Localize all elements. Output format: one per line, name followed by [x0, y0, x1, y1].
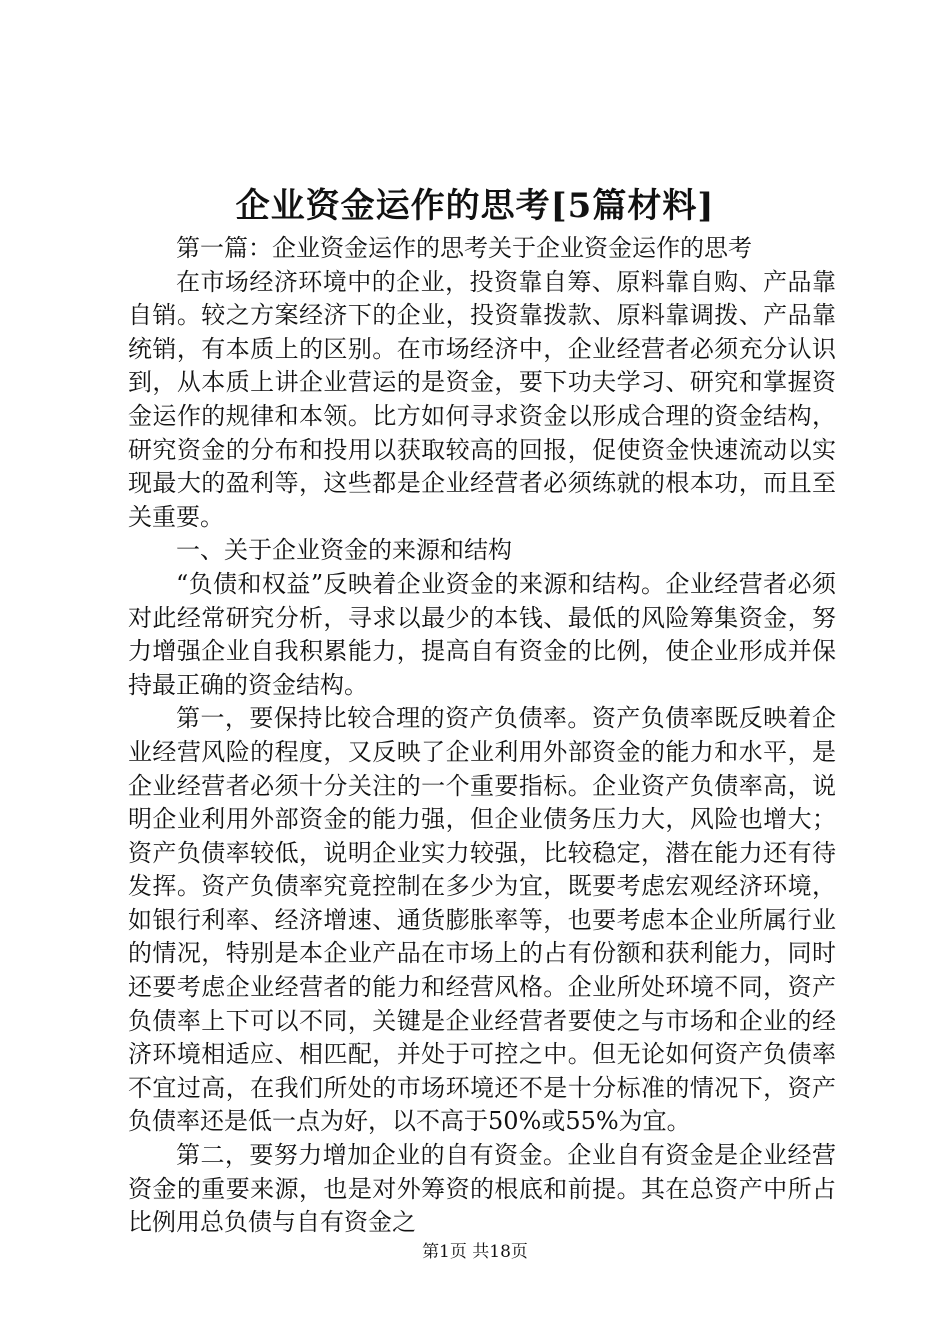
paragraph-debt-equity: “负债和权益”反映着企业资金的来源和结构。企业经营者必须对此经常研究分析，寻求以最少的本钱、最低的风险筹集资金，努力增强企业自我积累能力，提高自有资金的比例，使企业形成并保持最正确的资金结构。 — [128, 569, 836, 699]
document-body — [128, 232, 836, 1240]
paragraph-own-capital: 第二，要努力增加企业的自有资金。企业自有资金是企业经营资金的重要来源，也是对外筹资的根底和前提。其在总资产中所占比例用总负债与自有资金之 — [128, 1141, 836, 1237]
paragraph-intro: 在市场经济环境中的企业，投资靠自筹、原料靠自购、产品靠自销。较之方案经济下的企业，投资靠拨款、原料靠调拨、产品靠统销，有本质上的区别。在市场经济中，企业经营者必须充分认识到，从本质上讲企业营运的是资金，要下功夫学习、研究和掌握资金运作的规律和本领。比方如何寻求资金以形成合理的资金结构，研究资金的分布和投用以获取较高的回报，促使资金快速流动以实现最大的盈利等，这些都是企业经营者必须练就的根本功，而且至关重要。 — [128, 267, 836, 531]
paragraph-heading-first-article: 第一篇：企业资金运作的思考关于企业资金运作的思考 — [176, 234, 752, 262]
paragraph-asset-liability-ratio: 第一，要保持比较合理的资产负债率。资产负债率既反映着企业经营风险的程度，又反映了企业利用外部资金的能力和水平，是企业经营者必须十分关注的一个重要指标。企业资产负债率高，说明企业利用外部资金的能力强，但企业债务压力大，风险也增大；资产负债率较低，说明企业实力较强，比较稳定，潜在能力还有待发挥。资产负债率究竟控制在多少为宜，既要考虑宏观经济环境，如银行利率、经济增速、通货膨胀率等，也要考虑本企业所属行业的情况，特别是本企业产品在市场上的占有份额和获利能力，同时还要考虑企业经营者的能力和经营风格。企业所处环境不同，资产负债率上下可以不同，关键是企业经营者要使之与市场和企业的经济环境相适应、相匹配，并处于可控之中。但无论如何资产负债率不宜过高，在我们所处的市场环境还不是十分标准的情况下，资产负债率还是低一点为好，以不高于50%或55%为宜。 — [128, 704, 836, 1136]
section-heading-funding-source: 一、关于企业资金的来源和结构 — [176, 536, 512, 565]
document-title: 企业资金运作的思考[5篇材料] — [235, 186, 715, 226]
page-footer: 第1页 共18页 — [422, 1242, 528, 1262]
